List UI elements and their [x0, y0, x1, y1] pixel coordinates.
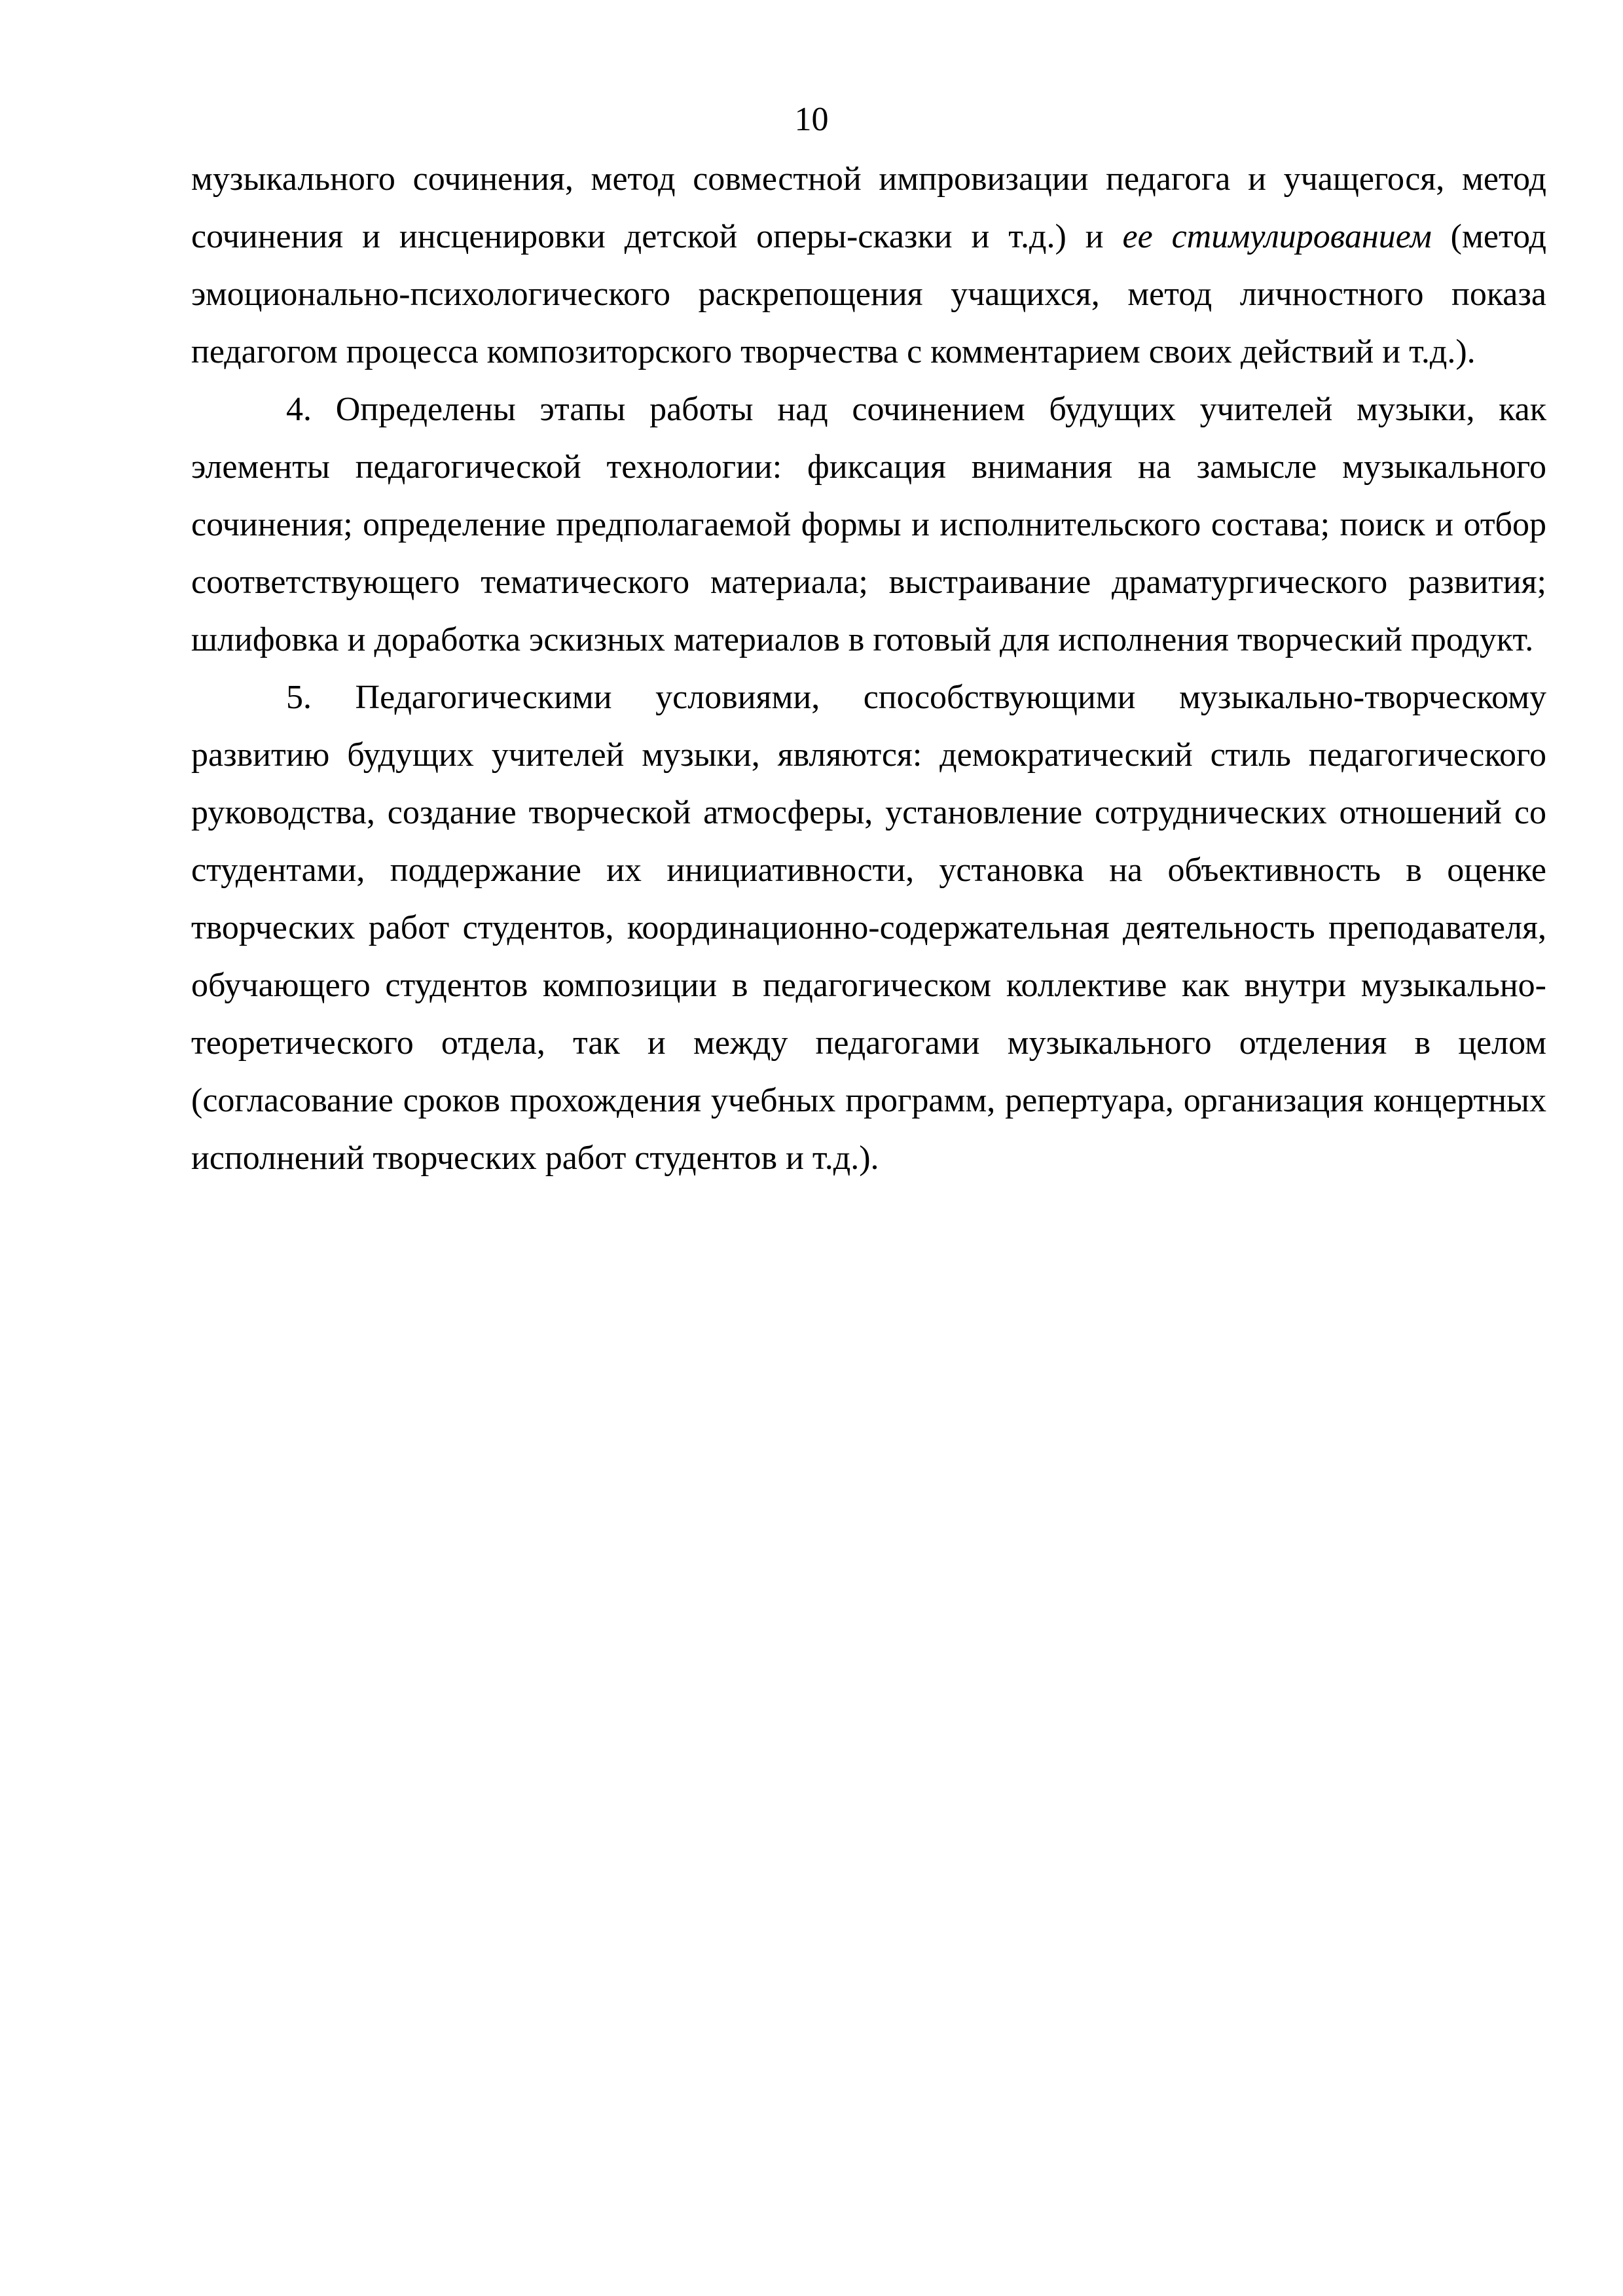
paragraph-continuation-italic: ее стимулированием	[1122, 218, 1432, 255]
paragraph-continuation	[191, 151, 1546, 381]
body-text	[191, 151, 1546, 1187]
paragraph-item-4: 4. Определены этапы работы над сочинением будущих учителей музыки, как элементы педагогической технологии: фиксация внимания на замысле музыкального сочинения; определение предполагаемой формы и исполнительского состава; поиск и отбор соответствующего тематического материала; выстраивание драматургического развития; шлифовка и доработка эскизных материалов в готовый для исполнения творческий продукт.	[191, 391, 1546, 658]
paragraph-item-5: 5. Педагогическими условиями, способствующими музыкально-творческому развитию будущих учителей музыки, являются: демократический стиль педагогического руководства, создание творческой атмосферы, установление сотруднических отношений со студентами, поддержание их инициативности, установка на объективность в оценке творческих работ студентов, координационно-содержательная деятельность преподавателя, обучающего студентов композиции в педагогическом коллективе как внутри музыкально-теоретического отдела, так и между педагогами музыкального отделения в целом (согласование сроков прохождения учебных программ, репертуара, организация концертных исполнений творческих работ студентов и т.д.).	[191, 679, 1546, 1177]
page-number: 10	[794, 101, 829, 138]
paragraph-continuation-text-start: музыкального сочинения, метод совместной импровизации педагога и учащегося, метод сочинения и инсценировки детской оперы-сказки и т.д.) и	[191, 160, 1546, 255]
paragraph-continuation-text-end: (метод эмоционально-психологического раскрепощения учащихся, метод личностного показа педагогом процесса композиторского творчества с комментарием своих действий и т.д.).	[191, 218, 1546, 370]
